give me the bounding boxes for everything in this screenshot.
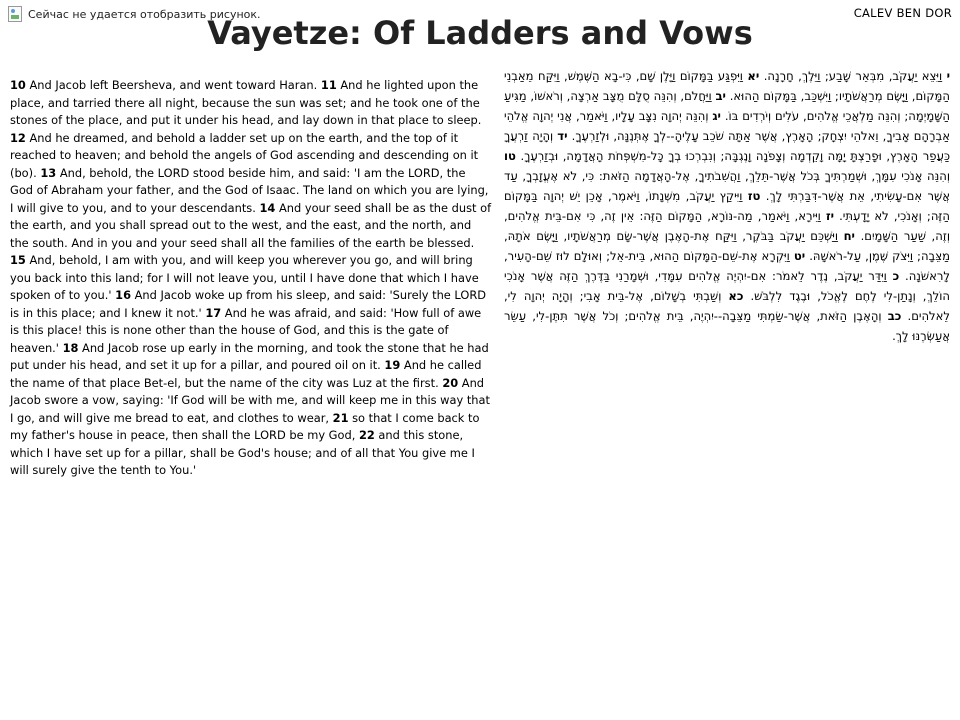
verse-number: 12 [10,130,26,145]
verse-number: 22 [358,428,375,442]
hebrew-passage [504,66,950,346]
verse-number: יז [825,209,834,223]
verse-text: וְהָיָה זַרְעֲךָ כַּעֲפַר הָאָרֶץ, וּפָרַצְתָּ יָמָּה וָקֵדְמָה וְצָפֹנָה וָנֶגְבָּה; וְנִבְרְכוּ בְךָ כָּל-מִשְׁפְּחֹת הָאֲדָמָה, וּבְזַרְעֶךָ. [504,129,950,163]
verse-text: And he dreamed, and behold a ladder set up on the earth, and the top of it reached to heaven; and behold the angels of God ascending and descending on it (bo). [10,130,479,180]
verse-text: וַיִּקְרָא אֶת-שֵׁם-הַמָּקוֹם הַהוּא, בֵּית-אֵל; וְאוּלָם לוּז שֵׁם-הָעִיר, לָרִאשֹׁנָה. [504,249,951,283]
verse-text: and this stone, which I have set up for a pillar, shall be God's house; and of all that You give me I will surely give the tenth to You.' [10,428,475,477]
page-title: Vayetze: Of Ladders and Vows [207,14,753,52]
verse-number: טז [747,189,761,203]
verse-text: וְהִנֵּה יְהוָה נִצָּב עָלָיו, וַיֹּאמַר, אֲנִי יְהוָה אֱלֹהֵי אַבְרָהָם אָבִיךָ, וֵאלֹהֵי יִצְחָק; הָאָרֶץ, אֲשֶׁר אַתָּה שֹׁכֵב עָלֶיהָ--לְךָ אֶתְּנֶנָּה, וּלְזַרְעֶךָ. [504,109,950,143]
verse-number: כ [892,269,900,283]
verse-number: יד [557,129,568,143]
verse-text: וַיַּשְׁכֵּם יַעֲקֹב בַּבֹּקֶר, וַיִּקַּח אֶת-הָאֶבֶן אֲשֶׁר-שָׂם מְרַאֲשֹׁתָיו, וַיָּשֶׂם אֹתָהּ, מַצֵּבָה; וַיִּצֹק שֶׁמֶן, עַל-רֹאשָׁהּ. [504,229,950,263]
verse-text: And Jacob woke up from his sleep, and said: 'Surely the LORD is in this place; and I knew it not.' [10,288,487,320]
verse-number: 20 [442,375,459,390]
verse-number: יט [793,249,806,263]
english-passage [10,77,492,480]
verse-number: כא [728,289,744,303]
verse-text: וַיֵּצֵא יַעֲקֹב, מִבְּאֵר שָׁבַע; וַיֵּלֶךְ, חָרָנָה. [759,69,947,83]
verse-text: And he was afraid, and said: 'How full of awe is this place! this is none other than the house of God, and this is the gate of heaven.' [10,305,482,355]
verse-number: 14 [259,200,276,215]
verse-text: And your seed shall be as the dust of the earth, and you shall spread out to the west, and the east, and the north, and the south. And in you and your seed shall all the families of the earth be blessed. [10,200,492,250]
verse-number: כב [887,309,902,323]
verse-text: וְהִנֵּה אָנֹכִי עִמָּךְ, וּשְׁמַרְתִּיךָ בְּכֹל אֲשֶׁר-תֵּלֵךְ, וַהֲשִׁבֹתִיךָ, אֶל-הָאֲדָמָה הַזֹּאת: כִּי, לֹא אֶעֱזָבְךָ, עַד אֲשֶׁר אִם-עָשִׂיתִי, אֵת אֲשֶׁר-דִּבַּרְתִּי לָךְ. [504,169,950,203]
broken-image-alt-text: Сейчас не удается отобразить рисунок. [28,7,261,21]
verse-number: יא [747,69,760,83]
verse-number: טו [504,149,516,163]
verse-number: יב [715,89,726,103]
verse-text: And Jacob swore a vow, saying: 'If God will be with me, and will keep me in this way that I go, and will give me bread to eat, and clothes to wear, [10,375,490,425]
verse-text: And he called the name of that place Bet-el, but the name of the city was Luz at the first. [10,358,482,390]
verse-text: וַיִּירָא, וַיֹּאמַר, מַה-נּוֹרָא, הַמָּקוֹם הַזֶּה: אֵין זֶה, כִּי אִם-בֵּית אֱלֹהִים, וְזֶה, שַׁעַר הַשָּׁמָיִם. [504,209,950,243]
verse-number: 10 [10,78,26,92]
verse-number: יח [843,229,855,243]
verse-text: וְשַׁבְתִּי בְשָׁלוֹם, אֶל-בֵּית אָבִי; וְהָיָה יְהוָה לִי, לֵאלֹהִים. [504,289,950,323]
verse-text: And Jacob left Beersheva, and went toward Haran. [25,78,321,92]
verse-text: וַיִּפְגַּע בַּמָּקוֹם וַיָּלֶן שָׁם, כִּי-בָא הַשֶּׁמֶשׁ, וַיִּקַּח מֵאַבְנֵי הַמָּקוֹם, וַיָּשֶׂם מְרַאֲשֹׁתָיו; וַיִּשְׁכַּב, בַּמָּקוֹם הַהוּא. [504,69,950,103]
verse-number: 21 [332,410,349,425]
verse-text: וְהָאֶבֶן הַזֹּאת, אֲשֶׁר-שַׂמְתִּי מַצֵּבָה--יִהְיֶה, בֵּית אֱלֹהִים; וְכֹל אֲשֶׁר תִּתֶּן-לִי, עַשֵּׂר אֲעַשְּׂרֶנּוּ לָךְ. [504,309,950,343]
verse-text: And he lighted upon the place, and tarried there all night, because the sun was set; and he took one of the stones of the place, and put it under his head, and lay down in that place to sleep. [10,78,482,127]
verse-text: וַיַּחֲלֹם, וְהִנֵּה סֻלָּם מֻצָּב אַרְצָה, וְרֹאשׁוֹ, מַגִּיעַ הַשָּׁמָיְמָה; וְהִנֵּה מַלְאֲכֵי אֱלֹהִים, עֹלִים וְיֹרְדִים בּוֹ. [504,89,950,123]
author-name: CALEV BEN DOR [853,6,952,20]
verse-number: יג [712,109,721,123]
verse-number: 13 [40,165,57,180]
verse-number: 17 [205,305,222,320]
verse-number: י [946,69,951,83]
verse-number: 15 [10,253,26,267]
verse-number: 18 [62,340,79,355]
verse-text: וַיִּדַּר יַעֲקֹב, נֶדֶר לֵאמֹר: אִם-יִהְיֶה אֱלֹהִים עִמָּדִי, וּשְׁמָרַנִי בַּדֶּרֶךְ הַזֶּה אֲשֶׁר אָנֹכִי הוֹלֵךְ, וְנָתַן-לִי לֶחֶם לֶאֱכֹל, וּבֶגֶד לִלְבֹּשׁ. [504,269,950,303]
verse-number: 19 [384,358,401,372]
verse-text: so that I come back to my father's house in peace, then shall the LORD be my God, [10,410,480,442]
verse-text: And Jacob rose up early in the morning, and took the stone that he had put under his head, and set it up for a pillar, and poured oil on it. [10,340,489,372]
verse-number: 11 [320,78,337,92]
verse-text: And, behold, I am with you, and will keep you wherever you go, and will bring you back into this land; for I will not leave you, until I have done that which I have spoken of to you.' [10,253,479,302]
verse-number: 16 [115,288,131,302]
verse-text: וַיִּיקַץ יַעֲקֹב, מִשְּׁנָתוֹ, וַיֹּאמֶר, אָכֵן יֵשׁ יְהוָה בַּמָּקוֹם הַזֶּה; וְאָנֹכִי, לֹא יָדָעְתִּי. [504,189,950,223]
verse-text: And, behold, the LORD stood beside him, and said: 'I am the LORD, the God of Abraham your father, and the God of Isaac. The land on which you are lying, I will give to you, and to your descendants. [10,165,489,215]
